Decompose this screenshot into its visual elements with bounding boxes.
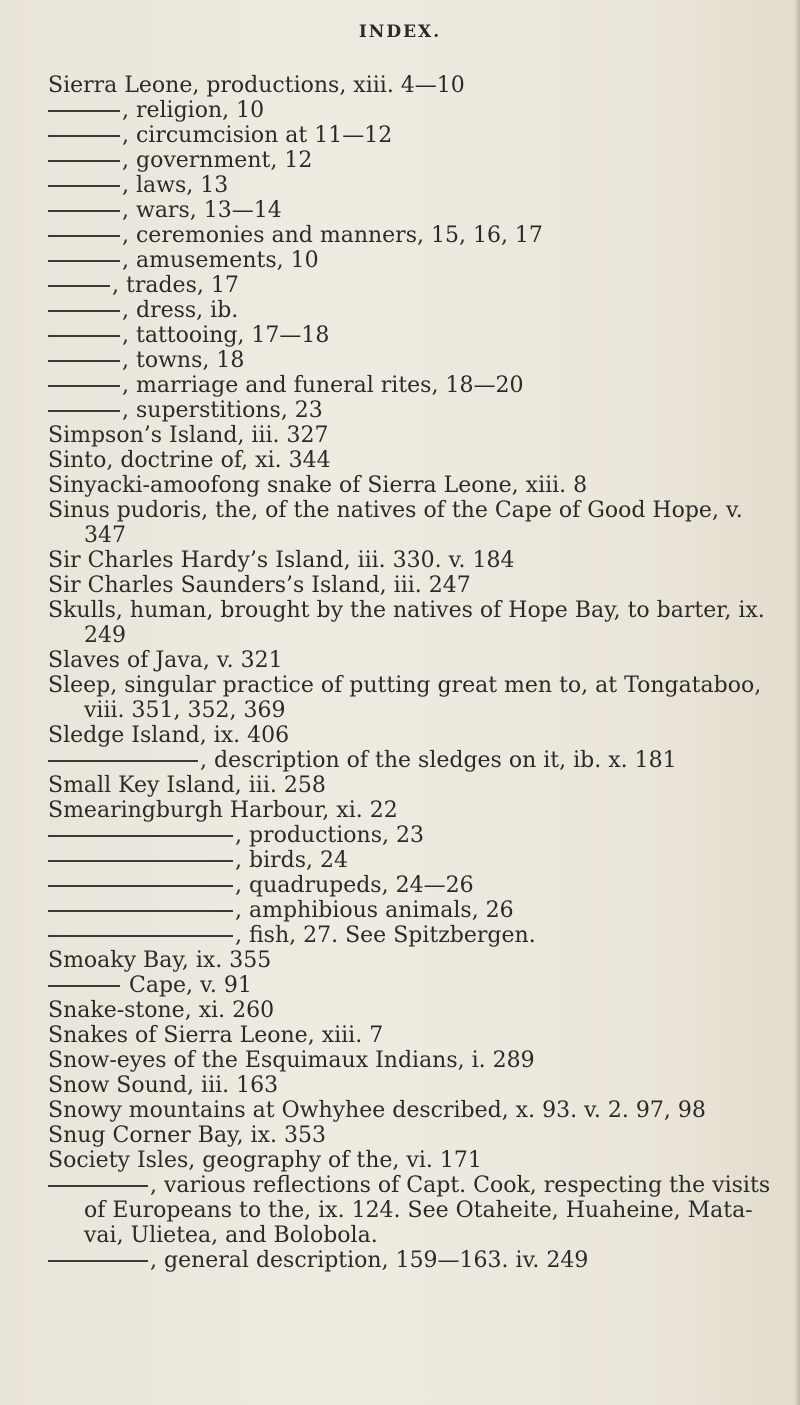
entry-text: , trades, 17 [112,273,239,298]
entry-text: , dress, ib. [122,298,239,323]
index-entry [48,1024,793,1048]
index-entry [48,224,793,248]
index-entry [48,949,793,973]
ditto-dash [48,935,233,937]
ditto-dash [48,335,120,337]
ditto-dash [48,310,120,312]
index-entry [48,624,793,648]
page-edge-shadow [794,0,800,1405]
entry-text: Sierra Leone, productions, xiii. 4—10 [48,73,465,98]
index-entry [48,824,793,848]
entry-text: , productions, 23 [235,823,424,848]
index-entry [48,974,793,998]
ditto-dash [48,410,120,412]
entry-text: viii. 351, 352, 369 [84,698,286,723]
index-entry [48,1124,793,1148]
index-entry [48,874,793,898]
entry-text: Simpson’s Island, iii. 327 [48,423,329,448]
ditto-dash [48,185,120,187]
index-entry [48,999,793,1023]
entry-text: , laws, 13 [122,173,229,198]
entry-text: 347 [84,523,126,548]
index-entry [48,1074,793,1098]
entry-text: Sinto, doctrine of, xi. 344 [48,448,331,473]
entry-text: Sinyacki-amoofong snake of Sierra Leone, xiii. 8 [48,473,588,498]
entry-text: , birds, 24 [235,848,348,873]
ditto-dash [48,760,198,762]
entry-text: , towns, 18 [122,348,245,373]
index-entry [48,1149,793,1173]
index-entry [48,349,793,373]
ditto-dash [48,210,120,212]
ditto-dash [48,1185,148,1187]
entry-text: Cape, v. 91 [122,973,252,998]
entry-text: vai, Ulietea, and Bolobola. [84,1223,378,1248]
ditto-dash [48,135,120,137]
index-entry [48,599,793,623]
index-entry [48,324,793,348]
index-entry [48,249,793,273]
entry-text: Smearingburgh Harbour, xi. 22 [48,798,398,823]
index-entry [48,374,793,398]
index-entry [48,124,793,148]
ditto-dash [48,360,120,362]
entry-text: of Europeans to the, ix. 124. See Otaheite, Huaheine, Mata- [84,1198,753,1223]
index-entry [48,1199,793,1223]
ditto-dash [48,385,120,387]
entry-text: , tattooing, 17—18 [122,323,330,348]
index-entry [48,1224,793,1248]
entry-text: , government, 12 [122,148,313,173]
entry-text: Snug Corner Bay, ix. 353 [48,1123,326,1148]
index-entry [48,924,793,948]
index-entry [48,749,793,773]
index-entry [48,724,793,748]
ditto-dash [48,860,233,862]
page-header: INDEX. [358,22,442,42]
entry-text: Snake-stone, xi. 260 [48,998,275,1023]
ditto-dash [48,160,120,162]
entry-text: Sleep, singular practice of putting great men to, at Tongataboo, [48,673,762,698]
entry-text: , marriage and funeral rites, 18—20 [122,373,524,398]
ditto-dash [48,910,233,912]
entry-text: Slaves of Java, v. 321 [48,648,283,673]
entry-text: Small Key Island, iii. 258 [48,773,326,798]
index-entry [48,499,793,523]
entry-text: 249 [84,623,126,648]
index-entry [48,449,793,473]
entry-text: , circumcision at 11—12 [122,123,393,148]
entry-text: Skulls, human, brought by the natives of Hope Bay, to barter, ix. [48,598,765,623]
entry-text: Snakes of Sierra Leone, xiii. 7 [48,1023,384,1048]
entry-text: , various reflections of Capt. Cook, respecting the visits [150,1173,771,1198]
entry-text: , quadrupeds, 24—26 [235,873,474,898]
ditto-dash [48,885,233,887]
index-entry [48,574,793,598]
index-entry [48,649,793,673]
index-entry [48,1049,793,1073]
ditto-dash [48,110,120,112]
ditto-dash [48,235,120,237]
entry-text: Snow-eyes of the Esquimaux Indians, i. 289 [48,1048,535,1073]
index-entry [48,699,793,723]
index-entry [48,99,793,123]
index-entries [48,74,793,1274]
index-entry [48,774,793,798]
index-entry [48,274,793,298]
entry-text: Sinus pudoris, the, of the natives of the Cape of Good Hope, v. [48,498,743,523]
index-entry [48,1174,793,1198]
entry-text: , amphibious animals, 26 [235,898,514,923]
index-entry [48,74,793,98]
entry-text: Sledge Island, ix. 406 [48,723,290,748]
index-entry [48,524,793,548]
entry-text: Sir Charles Hardy’s Island, iii. 330. v. 184 [48,548,515,573]
entry-text: , description of the sledges on it, ib. x. 181 [200,748,677,773]
ditto-dash [48,835,233,837]
entry-text: , ceremonies and manners, 15, 16, 17 [122,223,543,248]
index-entry [48,899,793,923]
entry-text: Snow Sound, iii. 163 [48,1073,279,1098]
entry-text: , amusements, 10 [122,248,319,273]
entry-text: Sir Charles Saunders’s Island, iii. 247 [48,573,471,598]
index-entry [48,174,793,198]
entry-text: Smoaky Bay, ix. 355 [48,948,272,973]
entry-text: , fish, 27. See Spitzbergen. [235,923,536,948]
index-entry [48,199,793,223]
ditto-dash [48,285,110,287]
index-entry [48,849,793,873]
index-entry [48,1099,793,1123]
index-entry [48,399,793,423]
index-entry [48,799,793,823]
entry-text: , wars, 13—14 [122,198,282,223]
index-entry [48,299,793,323]
entry-text: Snowy mountains at Owhyhee described, x. 93. v. 2. 97, 98 [48,1098,706,1123]
index-entry [48,674,793,698]
ditto-dash [48,260,120,262]
index-entry [48,149,793,173]
index-entry [48,549,793,573]
entry-text: , superstitions, 23 [122,398,323,423]
entry-text: Society Isles, geography of the, vi. 171 [48,1148,482,1173]
ditto-dash [48,1260,148,1262]
entry-text: , general description, 159—163. iv. 249 [150,1248,589,1273]
index-entry [48,474,793,498]
entry-text: , religion, 10 [122,98,265,123]
ditto-dash [48,985,120,987]
index-entry [48,424,793,448]
index-entry [48,1249,793,1273]
